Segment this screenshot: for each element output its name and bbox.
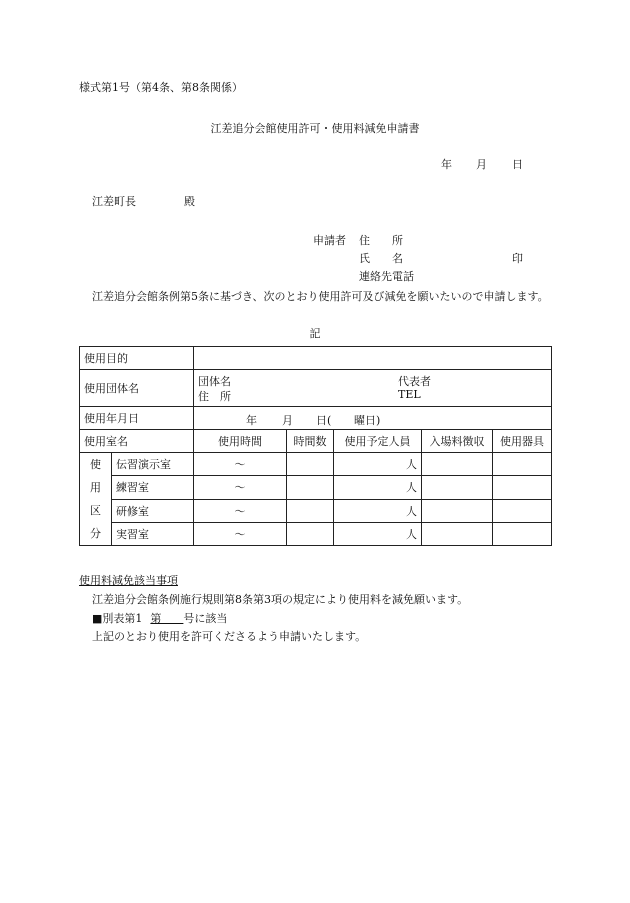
applicant-seal-label: 印	[512, 252, 523, 265]
table-header-row	[80, 430, 552, 453]
addressee-name: 江差町長	[92, 195, 136, 208]
date-field[interactable]	[194, 407, 552, 430]
col-hours-header: 時間数	[287, 430, 334, 453]
purpose-label: 使用目的	[80, 347, 194, 370]
use-day-label: 日(	[316, 414, 332, 427]
schedule-number-blank[interactable]: 第	[150, 612, 184, 625]
equipment-field[interactable]	[493, 476, 552, 499]
reduction-title: 使用料減免該当事項	[79, 574, 178, 587]
col-equipment-header: 使用器具	[493, 430, 552, 453]
applicant-name-label: 氏 名	[359, 252, 403, 265]
fee-field[interactable]	[422, 453, 493, 476]
table-row-date	[80, 407, 552, 430]
fee-field[interactable]	[422, 476, 493, 499]
form-number: 様式第1号（第4条、第8条関係）	[79, 81, 243, 94]
application-table	[79, 346, 552, 546]
reduction-line-1: 江差追分会館条例施行規則第8条第3項の規定により使用料を減免願います。	[92, 593, 469, 606]
equipment-field[interactable]	[493, 522, 552, 545]
room-name: 伝習演示室	[112, 453, 194, 476]
time-field[interactable]: 〜	[194, 522, 287, 545]
time-field[interactable]: 〜	[194, 453, 287, 476]
fee-field[interactable]	[422, 522, 493, 545]
category-label	[80, 453, 112, 546]
hours-field[interactable]	[287, 522, 334, 545]
time-field[interactable]: 〜	[194, 499, 287, 522]
time-field[interactable]: 〜	[194, 476, 287, 499]
fee-field[interactable]	[422, 499, 493, 522]
date-year-label: 年	[441, 158, 452, 171]
room-label: 使用室名	[80, 430, 194, 453]
category-char: 分	[90, 527, 101, 540]
col-people-header: 使用予定人員	[334, 430, 422, 453]
date-day-label: 日	[512, 158, 523, 171]
group-name-label: 団体名	[198, 375, 231, 388]
reduction-line-2	[92, 610, 227, 626]
applicant-address-label: 住 所	[359, 234, 403, 247]
addressee-honorific: 殿	[184, 195, 195, 208]
use-year-label: 年	[246, 414, 257, 427]
hours-field[interactable]	[287, 453, 334, 476]
reduction-line-3: 上記のとおり使用を許可くださるよう申請いたします。	[92, 630, 367, 643]
document-title: 江差追分会館使用許可・使用料減免申請書	[210, 122, 420, 135]
category-char: 使	[90, 458, 101, 471]
people-field[interactable]: 人	[334, 522, 422, 545]
room-name: 研修室	[112, 499, 194, 522]
table-row	[80, 476, 552, 499]
date-month-label: 月	[476, 158, 487, 171]
people-field[interactable]: 人	[334, 476, 422, 499]
representative-label: 代表者	[398, 375, 431, 388]
category-char: 区	[90, 504, 101, 517]
applicant-phone-label: 連絡先電話	[359, 270, 414, 283]
category-char: 用	[90, 481, 101, 494]
request-body-text: 江差追分会館条例第5条に基づき、次のとおり使用許可及び減免を願いたいので申請します。	[92, 290, 549, 303]
equipment-field[interactable]	[493, 499, 552, 522]
tel-label: TEL	[398, 388, 421, 401]
group-address-label: 住 所	[198, 390, 231, 403]
hours-field[interactable]	[287, 476, 334, 499]
table-row	[80, 499, 552, 522]
col-time-header: 使用時間	[194, 430, 287, 453]
use-weekday-label: 曜日)	[354, 414, 381, 427]
group-field[interactable]	[194, 370, 552, 407]
schedule-ref: ■別表第1	[92, 612, 143, 625]
people-field[interactable]: 人	[334, 499, 422, 522]
date-label: 使用年月日	[80, 407, 194, 430]
equipment-field[interactable]	[493, 453, 552, 476]
table-row	[80, 522, 552, 545]
ki-heading: 記	[309, 327, 321, 340]
hours-field[interactable]	[287, 499, 334, 522]
use-month-label: 月	[282, 414, 293, 427]
col-fee-header: 入場料徴収	[422, 430, 493, 453]
table-row	[80, 453, 552, 476]
table-row-group	[80, 370, 552, 407]
people-field[interactable]: 人	[334, 453, 422, 476]
table-row-purpose	[80, 347, 552, 370]
applicant-label: 申請者	[313, 234, 346, 247]
purpose-field[interactable]	[194, 347, 552, 370]
group-label: 使用団体名	[80, 370, 194, 407]
room-name: 実習室	[112, 522, 194, 545]
schedule-suffix: 号に該当	[183, 612, 228, 625]
room-name: 練習室	[112, 476, 194, 499]
